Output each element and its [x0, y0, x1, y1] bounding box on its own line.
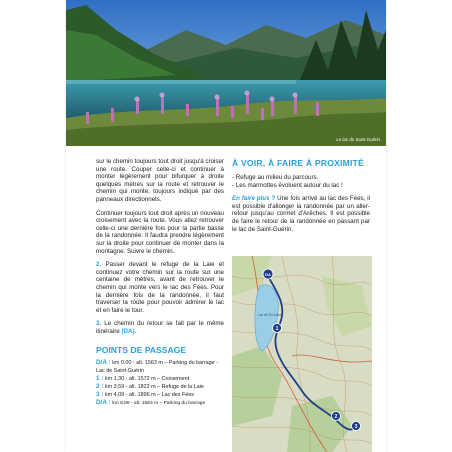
nearby-item: - Les marmottes évoluent autour du lac !: [232, 181, 343, 189]
paragraph-4-text: Le chemin du retour se fait par le même itinéraire: [96, 320, 224, 335]
point-item: 3 : km 4,09 - alt. 1896 m – Lac des Fées: [96, 391, 194, 399]
map-marker-1: [273, 324, 282, 333]
right-column: [232, 158, 370, 239]
en-faire-plus: [232, 195, 370, 233]
paragraph-3: [96, 261, 224, 314]
svg-text:2: 2: [334, 414, 338, 420]
map-marker-3: [352, 422, 361, 431]
svg-text:1: 1: [275, 326, 279, 332]
da-reference: (DA).: [121, 327, 137, 335]
left-column: [96, 158, 224, 408]
points-list: [96, 359, 224, 407]
step-number-2: 2.: [96, 261, 102, 269]
lake-label: Lac de St-Guérin: [258, 313, 283, 317]
nearby-list: [232, 174, 370, 189]
paragraph-3-text: Passer devant le refuge de la Laie et continuez votre chemin sur la route sur une centaine de mètres, avant de retrouver le chemin qui monte vers le lac des Fées. Pour la dernière fois de la randonnée, il faut traverser la route pour pouvoir admirer le lac et en faire le tour.: [96, 261, 224, 314]
en-faire-text: Une fois arrivé au lac des Fées, il est possible d'allonger la randonnée par un aller-retour jusqu'au cormet d'Arêches. Il est possible de faire le retour de la randonnée en passant par le lac de Saint-Guérin.: [232, 195, 370, 233]
paragraph-2: Continuer toujours tout droit après un nouveau croisement avec la route. Vous allez retrouver celle-ci une dernière fois pour la partie basse de la randonnée. Il faudra prendre légèrement sur la droite pour continuer de monter dans la montagne. Suivre le chemin.: [96, 209, 224, 255]
paragraph-1: sur le chemin toujours tout droit jusqu'à croiser une route. Couper celle-ci et continuer à monter légèrement pour bifurquer à droite quelques mètres sur la route et retrouver le chemin qui monte, toujours indiqué par des panneaux directionnels.: [96, 158, 224, 203]
photo-caption: Le lac de Saint-Guérin: [336, 137, 380, 142]
guide-page: [66, 0, 386, 452]
point-item: D/A : km 0,00 - alt. 1563 m – Parking du barrage - Lac de Saint-Guérin: [96, 359, 218, 374]
en-faire-label: En faire plus ?: [232, 195, 276, 203]
point-item: 2 : km 3,59 - alt. 1822 m – Refuge de la Laie: [96, 383, 204, 391]
lake-photo: [66, 0, 386, 146]
points-title: POINTS DE PASSAGE: [96, 345, 187, 356]
point-item: 1 : km 1,30 - alt. 1572 m – Croisement: [96, 374, 190, 382]
map-marker-2: [332, 412, 341, 421]
topo-map: [232, 256, 372, 452]
nearby-item: - Refuge au milieu du parcours.: [232, 174, 319, 181]
step-number-3: 3.: [96, 320, 102, 328]
nearby-title: À VOIR, À FAIRE À PROXIMITÉ: [232, 158, 364, 168]
map-marker-da: [263, 269, 273, 279]
point-item: D/A : km 8,89 - alt. 1563 m – Parking du barrage: [96, 399, 206, 407]
svg-text:3: 3: [354, 424, 358, 430]
svg-text:DA: DA: [265, 272, 271, 277]
paragraph-4: [96, 320, 224, 335]
